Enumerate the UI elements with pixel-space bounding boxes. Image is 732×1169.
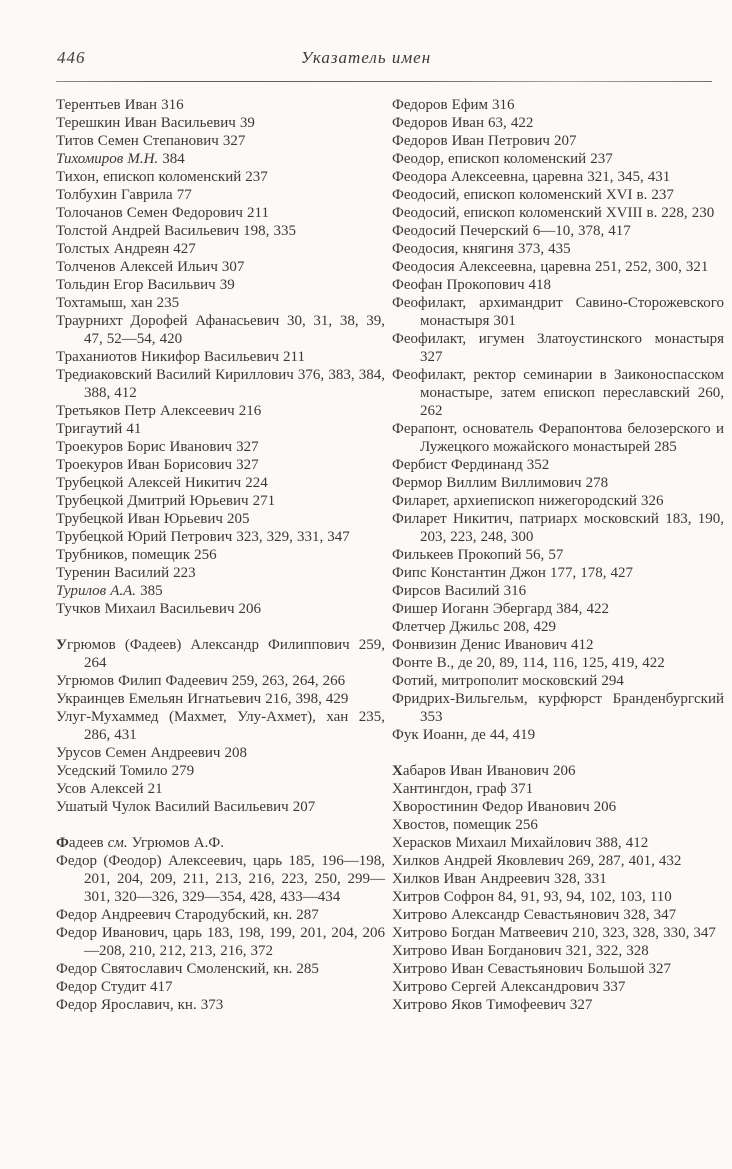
index-entry: Филькеев Прокопий 56, 57 xyxy=(392,547,564,563)
index-entry: Трубников, помещик 256 xyxy=(56,547,217,563)
index-column-left xyxy=(56,96,385,1014)
index-entry: Урусов Семен Андреевич 208 xyxy=(56,745,247,761)
index-entry: Феофан Прокопович 418 xyxy=(392,277,552,293)
index-entry: Трубецкой Алексей Никитич 224 xyxy=(56,475,268,491)
index-entry: Хантингдон, граф 371 xyxy=(392,781,534,797)
index-entry: Толбухин Гаврила 77 xyxy=(56,187,192,203)
index-entry: Федор Андреевич Стародубский, кн. 287 xyxy=(56,907,319,923)
index-entry: Федоров Иван 63, 422 xyxy=(392,115,534,131)
index-entry: Фук Иоанн, де 44, 419 xyxy=(392,727,536,743)
index-entry: Тучков Михаил Васильевич 206 xyxy=(56,601,262,617)
index-entry: Угрюмов (Фадеев) Александр Филиппович 259, 264 xyxy=(56,637,385,671)
index-entry: Траурнихт Дорофей Афанасьевич 30, 31, 38, 39, 47, 52—54, 420 xyxy=(56,313,385,347)
index-entry: Терентьев Иван 316 xyxy=(56,97,184,113)
index-entry: Уседский Томило 279 xyxy=(56,763,195,779)
index-entry: Терешкин Иван Васильевич 39 xyxy=(56,115,255,131)
index-entry: Феодосий, епископ коломенский XVIII в. 228, 230 xyxy=(392,205,715,221)
index-entry: Федор Святославич Смоленский, кн. 285 xyxy=(56,961,319,977)
index-entry: Филарет, архиепископ нижегородский 326 xyxy=(392,493,664,509)
index-entry: Феофилакт, архимандрит Савино-Сторожевского монастыря 301 xyxy=(392,295,724,329)
index-entry: Троекуров Борис Иванович 327 xyxy=(56,439,259,455)
index-entry: Федор Студит 417 xyxy=(56,979,173,995)
index-entry: Фермор Виллим Виллимович 278 xyxy=(392,475,609,491)
index-entry: Фадеев см. Угрюмов А.Ф. xyxy=(56,835,224,851)
index-entry: Херасков Михаил Михайлович 388, 412 xyxy=(392,835,649,851)
index-entry: Ферапонт, основатель Ферапонтова белозерского и Лужецкого можайского монастырей 285 xyxy=(392,421,724,455)
index-entry: Угрюмов Филип Фадеевич 259, 263, 264, 266 xyxy=(56,673,346,689)
index-entry: Феодосия, княгиня 373, 435 xyxy=(392,241,571,257)
index-entry: Хвостов, помещик 256 xyxy=(392,817,538,833)
index-entry: Ушатый Чулок Василий Васильевич 207 xyxy=(56,799,316,815)
index-entry: Феодор, епископ коломенский 237 xyxy=(392,151,613,167)
index-entry: Украинцев Емельян Игнатьевич 216, 398, 429 xyxy=(56,691,349,707)
index-entry: Фотий, митрополит московский 294 xyxy=(392,673,624,689)
index-entry: Хворостинин Федор Иванович 206 xyxy=(392,799,617,815)
index-entry: Фридрих-Вильгельм, курфюрст Бранденбургский 353 xyxy=(392,691,724,725)
index-entry: Феодосий Печерский 6—10, 378, 417 xyxy=(392,223,631,239)
index-entry: Флетчер Джильс 208, 429 xyxy=(392,619,557,635)
index-entry: Феофилакт, игумен Златоустинского монастыря 327 xyxy=(392,331,724,365)
index-entry: Федор (Феодор) Алексеевич, царь 185, 196—198, 201, 204, 209, 211, 213, 216, 223, 250, 299—301, 320—326, 329—354, 428, 433—434 xyxy=(56,853,385,905)
index-entry: Феодосия Алексеевна, царевна 251, 252, 300, 321 xyxy=(392,259,709,275)
index-entry: Турилов А.А. 385 xyxy=(56,583,163,599)
index-entry: Хитрово Александр Севастьянович 328, 347 xyxy=(392,907,677,923)
index-entry: Хитрово Яков Тимофеевич 327 xyxy=(392,997,593,1013)
index-entry: Фонте В., де 20, 89, 114, 116, 125, 419, 422 xyxy=(392,655,665,671)
index-entry: Федоров Ефим 316 xyxy=(392,97,515,113)
index-entry: Тредиаковский Василий Кириллович 376, 383, 384, 388, 412 xyxy=(56,367,385,401)
index-entry: Феодосий, епископ коломенский XVI в. 237 xyxy=(392,187,674,203)
index-entry: Толченов Алексей Ильич 307 xyxy=(56,259,245,275)
index-entry: Хабаров Иван Иванович 206 xyxy=(392,763,576,779)
index-entry: Хилков Иван Андреевич 328, 331 xyxy=(392,871,607,887)
index-entry: Трубецкой Юрий Петрович 323, 329, 331, 347 xyxy=(56,529,350,545)
index-entry: Толочанов Семен Федорович 211 xyxy=(56,205,269,221)
index-entry: Фербист Фердинанд 352 xyxy=(392,457,550,473)
page-number: 446 xyxy=(57,48,86,67)
index-entry: Фирсов Василий 316 xyxy=(392,583,527,599)
index-entry: Хитрово Богдан Матвеевич 210, 323, 328, 330, 347 xyxy=(392,925,716,941)
index-entry: Тихон, епископ коломенский 237 xyxy=(56,169,268,185)
index-entry: Улуг-Мухаммед (Махмет, Улу-Ахмет), хан 235, 286, 431 xyxy=(56,709,385,743)
index-entry: Траханиотов Никифор Васильевич 211 xyxy=(56,349,305,365)
index-entry: Тихомиров М.Н. 384 xyxy=(56,151,185,167)
index-entry: Хилков Андрей Яковлевич 269, 287, 401, 432 xyxy=(392,853,682,869)
index-entry: Федор Ярославич, кн. 373 xyxy=(56,997,224,1013)
index-entry: Хитрово Иван Севастьянович Большой 327 xyxy=(392,961,672,977)
index-entry: Филарет Никитич, патриарх московский 183, 190, 203, 223, 248, 300 xyxy=(392,511,724,545)
running-title: Указатель имен xyxy=(300,48,432,67)
index-entry: Тольдин Егор Васильвич 39 xyxy=(56,277,235,293)
index-entry: Хитров Софрон 84, 91, 93, 94, 102, 103, 110 xyxy=(392,889,672,905)
index-entry: Хитрово Сергей Александрович 337 xyxy=(392,979,626,995)
index-entry: Троекуров Иван Борисович 327 xyxy=(56,457,259,473)
index-entry: Федор Иванович, царь 183, 198, 199, 201, 204, 206—208, 210, 212, 213, 216, 372 xyxy=(56,925,385,959)
index-entry: Третьяков Петр Алексеевич 216 xyxy=(56,403,262,419)
section-lead-letter: Ф xyxy=(56,835,69,851)
index-entry: Трубецкой Дмитрий Юрьевич 271 xyxy=(56,493,276,509)
index-entry: Тригаутий 41 xyxy=(56,421,142,437)
section-lead-letter: У xyxy=(56,637,68,653)
index-entry: Усов Алексей 21 xyxy=(56,781,163,797)
section-lead-letter: Х xyxy=(392,763,403,779)
index-column-right xyxy=(392,96,724,1014)
index-entry: Тохтамыш, хан 235 xyxy=(56,295,180,311)
index-entry: Трубецкой Иван Юрьевич 205 xyxy=(56,511,250,527)
index-entry: Туренин Василий 223 xyxy=(56,565,196,581)
index-entry: Фипс Константин Джон 177, 178, 427 xyxy=(392,565,634,581)
index-entry: Феодора Алексеевна, царевна 321, 345, 431 xyxy=(392,169,671,185)
index-entry: Толстой Андрей Васильевич 198, 335 xyxy=(56,223,296,239)
index-entry: Толстых Андреян 427 xyxy=(56,241,196,257)
index-entry: Феофилакт, ректор семинарии в Заиконоспасском монастыре, затем епископ переславский 260, 262 xyxy=(392,367,724,419)
header-rule xyxy=(56,81,712,82)
index-entry: Фонвизин Денис Иванович 412 xyxy=(392,637,594,653)
index-entry: Хитрово Иван Богданович 321, 322, 328 xyxy=(392,943,649,959)
index-entry: Федоров Иван Петрович 207 xyxy=(392,133,577,149)
index-entry: Фишер Иоганн Эбергард 384, 422 xyxy=(392,601,609,617)
index-entry: Титов Семен Степанович 327 xyxy=(56,133,246,149)
